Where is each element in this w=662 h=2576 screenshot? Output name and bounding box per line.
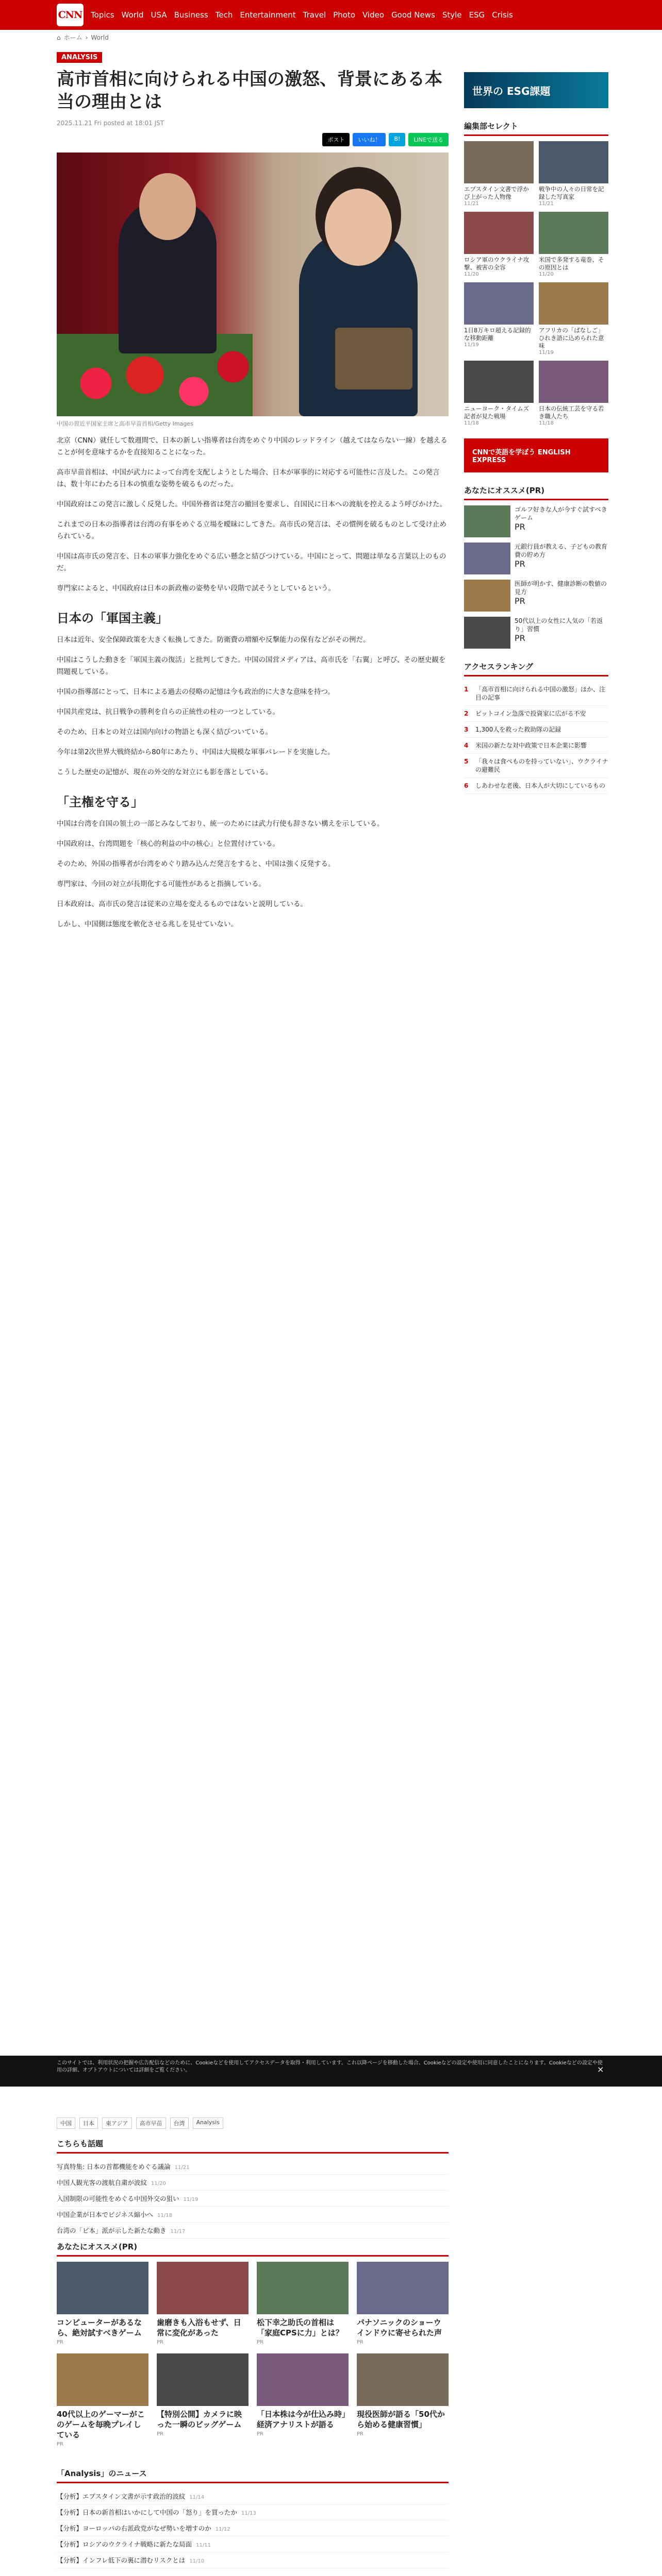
editor-card[interactable] xyxy=(464,361,534,426)
article-body xyxy=(57,435,449,930)
editor-select xyxy=(464,121,608,426)
article-paragraph: 中国は高市氏の発言を、日本の軍事力強化をめぐる広い懸念と結びつけている。中国にとって、問題は単なる言葉以上のものだ。 xyxy=(57,552,446,572)
pr-title: 元銀行員が教える、子どもの教育費の貯め方 xyxy=(515,543,608,558)
article-main xyxy=(57,52,449,939)
ranking-title: しあわせな老後、日本人が大切にしているもの xyxy=(475,782,606,789)
list-item-title: 中国人観光客の渡航自粛が波紋 xyxy=(57,2179,147,2187)
recommend-thumbnail xyxy=(257,2353,349,2406)
article-paragraph: 専門家によると、中国政府は日本の新政権の姿勢を早い段階で試そうとしているという。 xyxy=(57,584,335,592)
list-item[interactable] xyxy=(57,2488,449,2504)
nav-item[interactable]: ESG xyxy=(469,10,485,20)
line-share-button[interactable]: LINEで送る xyxy=(408,133,449,146)
hatena-bookmark-button[interactable]: B! xyxy=(389,133,405,146)
nav-item[interactable]: Crisis xyxy=(492,10,513,20)
recommend-card[interactable] xyxy=(357,2262,449,2345)
english-express-banner[interactable]: CNNで英語を学ぼう ENGLISH EXPRESS xyxy=(464,438,608,472)
editor-thumbnail xyxy=(464,282,534,325)
editor-card[interactable] xyxy=(464,141,534,207)
related-title: こちらも話題 xyxy=(57,2138,449,2154)
recommend-label: PR xyxy=(57,2340,63,2345)
list-item-title: 台湾の「ビ本」派が示した新たな動き xyxy=(57,2227,167,2234)
recommend-title: 【特別公開】カメラに映った一瞬のビッグゲーム xyxy=(157,2410,242,2429)
editor-card-title: 日本の伝統工芸を守る若き職人たち xyxy=(539,405,604,420)
editor-card-title: ロシア軍のウクライナ攻撃、被害の全容 xyxy=(464,256,529,271)
recommend-thumbnail xyxy=(57,2353,148,2406)
editor-card-date: 11/21 xyxy=(539,201,554,207)
access-ranking-title: アクセスランキング xyxy=(464,661,608,676)
recommend-label: PR xyxy=(157,2340,163,2345)
recommend-card[interactable] xyxy=(257,2262,349,2345)
ranking-title: 米国の新たな対中政策で日本企業に影響 xyxy=(475,742,587,749)
list-item[interactable] xyxy=(57,2159,449,2175)
pr-label: PR xyxy=(515,559,525,569)
list-item[interactable] xyxy=(57,2520,449,2536)
section-heading-militarism: 日本の「軍国主義」 xyxy=(57,611,168,625)
article-paragraph: 日本は近年、安全保障政策を大きく転換してきた。防衛費の増額や反撃能力の保有などがその例だ。 xyxy=(57,636,370,644)
recommend-label: PR xyxy=(157,2431,163,2437)
recommend-card[interactable] xyxy=(157,2262,249,2345)
article-paragraph: 高市早苗首相は、中国が武力によって台湾を支配しようとした場合、日本が軍事的に対応する可能性に言及した。この発言は、数十年にわたる日本の慎重な姿勢を破るものだった。 xyxy=(57,468,440,488)
pr-label: PR xyxy=(515,633,525,643)
esg-banner[interactable]: 世界の ESG課題 xyxy=(464,72,608,108)
breadcrumb-separator: › xyxy=(85,33,88,41)
home-icon[interactable]: ⌂ xyxy=(57,33,61,41)
list-item[interactable] xyxy=(57,2552,449,2568)
nav-item[interactable]: Video xyxy=(362,10,385,20)
editor-card[interactable] xyxy=(539,212,608,277)
cookie-text: このサイトでは、利用状況の把握や広告配信などのために、Cookieなどを使用してアクセスデータを取得・利用しています。これ以降ページを移動した場合、Cookieなどの設定や使用に同意したことになります。Cookieなどの設定や使用の詳細、オプトアウトについては詳細をご覧ください。 xyxy=(57,2060,603,2073)
tag-link[interactable]: 高市早苗 xyxy=(136,2117,166,2129)
pr-thumbnail xyxy=(464,543,510,574)
pr-item[interactable] xyxy=(464,505,608,537)
editor-thumbnail xyxy=(464,141,534,183)
editor-card[interactable] xyxy=(464,282,534,355)
article-paragraph: そのため、日本との対立は国内向けの物語とも深く結びついている。 xyxy=(57,728,272,736)
article-paragraph: 中国はこうした動きを「軍国主義の復活」と批判してきた。中国の国営メディアは、高市氏を「右翼」と呼び、その歴史観を問題視している。 xyxy=(57,656,446,676)
access-ranking xyxy=(464,661,608,794)
recommend-thumbnail xyxy=(357,2353,449,2406)
article-title: 高市首相に向けられる中国の激怒、背景にある本当の理由とは xyxy=(57,69,442,112)
recommend-card[interactable] xyxy=(357,2353,449,2447)
ranking-item[interactable] xyxy=(464,682,608,706)
side-pr xyxy=(464,485,608,649)
pr-label: PR xyxy=(515,596,525,606)
list-item[interactable] xyxy=(57,2207,449,2223)
list-item-date: 11/17 xyxy=(170,2229,186,2234)
ranking-item[interactable] xyxy=(464,706,608,722)
recommend-thumbnail xyxy=(257,2262,349,2314)
article-paragraph: 中国の指導部にとって、日本による過去の侵略の記憶は今も政治的に大きな意味を持つ。 xyxy=(57,688,335,696)
list-item-date: 11/12 xyxy=(215,2527,230,2532)
nav-item[interactable]: Photo xyxy=(333,10,355,20)
list-item-date: 11/13 xyxy=(241,2511,256,2516)
recommend-title: パナソニックのショーウインドウに寄せられた声 xyxy=(357,2318,442,2337)
ranking-number: 1 xyxy=(464,686,469,693)
nav-item[interactable]: Tech xyxy=(215,10,233,20)
ranking-item[interactable] xyxy=(464,722,608,738)
recommend-title: 松下幸之助氏の首相は「家庭CPSに力」とは？ xyxy=(257,2318,343,2337)
editor-card-date: 11/21 xyxy=(464,201,479,207)
article-paragraph: これまでの日本の指導者は台湾の有事をめぐる立場を曖昧にしてきた。高市氏の発言は、その慣例を破るものとして受け止められている。 xyxy=(57,520,446,540)
breadcrumb-world[interactable]: World xyxy=(91,33,109,41)
list-item-title: 【分析】ロシアのウクライナ戦略に新たな局面 xyxy=(57,2540,192,2548)
recommend-title: 歯磨きも入浴もせず、日常に変化があった xyxy=(157,2318,241,2337)
ranking-number: 5 xyxy=(464,758,469,765)
related-section xyxy=(57,2138,449,2239)
close-icon[interactable]: × xyxy=(597,2064,604,2074)
list-item-title: 【分析】エプスタイン文書が示す政治的波紋 xyxy=(57,2493,186,2500)
breadcrumb-home[interactable]: ホーム xyxy=(63,34,82,41)
article-paragraph: 中国政府はこの発言に激しく反発した。中国外務省は発言の撤回を要求し、自国民に日本への渡航を控えるよう呼びかけた。 xyxy=(57,500,446,509)
editor-card-date: 11/18 xyxy=(539,420,554,426)
breadcrumb xyxy=(57,33,109,42)
recommend-card[interactable] xyxy=(57,2353,148,2447)
nav-item[interactable]: Good News xyxy=(391,10,435,20)
podium xyxy=(335,328,412,389)
recommend-card[interactable] xyxy=(157,2353,249,2447)
tag-link[interactable]: 日本 xyxy=(79,2117,98,2129)
ranking-title: 「我々は食べものを持っていない」、ウクライナの避難民 xyxy=(475,758,608,773)
article-paragraph: 専門家は、今回の対立が長期化する可能性があると指摘している。 xyxy=(57,880,266,888)
recommend-label: PR xyxy=(357,2340,363,2345)
list-item-title: 写真特集: 日本の首都機能をめぐる議論 xyxy=(57,2163,171,2171)
editor-thumbnail xyxy=(539,361,608,403)
ranking-item[interactable] xyxy=(464,754,608,778)
article-paragraph: 北京（CNN）就任して数週間で、日本の新しい指導者は台湾をめぐり中国のレッドライン（越えてはならない一線）を越えることが何を意味するかを直接知ることになった。 xyxy=(57,436,448,456)
x-share-button[interactable]: ポスト xyxy=(322,133,350,146)
recommend-title: 「日本株は今が仕込み時」経済アナリストが語る xyxy=(257,2410,346,2429)
list-item[interactable] xyxy=(57,2536,449,2552)
article-paragraph: そのため、外国の指導者が台湾をめぐり踏み込んだ発言をすると、中国は強く反発する。 xyxy=(57,860,335,868)
nav-item[interactable]: Entertainment xyxy=(240,10,296,20)
pr-item[interactable] xyxy=(464,580,608,612)
editor-card-title: 米国で多発する竜巻、その原因とは xyxy=(539,256,604,271)
recommend-label: PR xyxy=(257,2431,263,2437)
list-item-date: 11/19 xyxy=(183,2197,198,2202)
list-item-date: 11/10 xyxy=(189,2558,205,2564)
list-item[interactable] xyxy=(57,2175,449,2191)
sidebar xyxy=(464,72,608,806)
ranking-item[interactable] xyxy=(464,778,608,794)
nav-item[interactable]: Topics xyxy=(91,10,114,20)
editor-card-date: 11/19 xyxy=(539,350,554,355)
person-right-head xyxy=(325,189,392,266)
tag-link[interactable]: 台湾 xyxy=(170,2117,189,2129)
pr-label: PR xyxy=(515,522,525,532)
list-item-title: 入国制限の可能性をめぐる中国外交の狙い xyxy=(57,2195,179,2202)
editor-thumbnail xyxy=(464,361,534,403)
tag-link[interactable]: Analysis xyxy=(193,2117,223,2129)
nav-item[interactable]: USA xyxy=(151,10,167,20)
editor-thumbnail xyxy=(464,212,534,254)
editor-card-title: 戦争中の人々の日常を記録した写真家 xyxy=(539,185,604,200)
ranking-title: 「高市首相に向けられる中国の激怒」ほか、注目の記事 xyxy=(475,686,606,701)
pr-thumbnail xyxy=(464,617,510,649)
ranking-title: 1,300人を救った救助隊の記録 xyxy=(475,726,561,733)
list-item-date: 11/20 xyxy=(151,2181,166,2187)
recommend-title: 40代以上のゲーマーがこのゲームを毎晩プレイしている xyxy=(57,2410,145,2439)
section-heading-sovereignty: 「主権を守る」 xyxy=(57,795,143,809)
article-paragraph: 中国は台湾を自国の領土の一部とみなしており、統一のためには武力行使も辞さない構えを示している。 xyxy=(57,820,384,828)
editor-card[interactable] xyxy=(539,361,608,426)
pr-title: 50代以上の女性に人気の「若返り」習慣 xyxy=(515,617,603,633)
pr-thumbnail xyxy=(464,505,510,537)
nav-item[interactable]: Travel xyxy=(303,10,326,20)
pr-item[interactable] xyxy=(464,543,608,574)
article-paragraph: 今年は第2次世界大戦終結から80年にあたり、中国は大規模な軍事パレードを実施した。 xyxy=(57,748,335,756)
editor-card-date: 11/19 xyxy=(464,342,479,348)
facebook-like-button[interactable]: いいね！ xyxy=(353,133,386,146)
nav-item[interactable]: Style xyxy=(442,10,462,20)
list-item-date: 11/18 xyxy=(157,2213,172,2218)
analysis-tag[interactable]: ANALYSIS xyxy=(57,52,102,63)
article-paragraph: 中国共産党は、抗日戦争の勝利を自らの正統性の柱の一つとしている。 xyxy=(57,708,279,716)
editor-card[interactable] xyxy=(539,141,608,207)
recommend-card[interactable] xyxy=(257,2353,349,2447)
nav-item[interactable]: Business xyxy=(174,10,208,20)
recommend-thumbnail xyxy=(357,2262,449,2314)
editor-card-title: エプスタイン文書で浮かび上がった人物像 xyxy=(464,185,529,200)
editor-thumbnail xyxy=(539,282,608,325)
nav-item[interactable]: World xyxy=(121,10,144,20)
ranking-item[interactable] xyxy=(464,738,608,754)
list-item[interactable] xyxy=(57,2504,449,2520)
tag-link[interactable]: 東アジア xyxy=(102,2117,132,2129)
recommend-title: コンピューターがあるなら、絶対試すべきゲーム xyxy=(57,2318,142,2337)
list-item[interactable] xyxy=(57,2191,449,2207)
recommend-thumbnail xyxy=(157,2353,249,2406)
article-paragraph: しかし、中国側は態度を軟化させる兆しを見せていない。 xyxy=(57,920,238,928)
analysis-title: 「Analysis」のニュース xyxy=(57,2468,449,2483)
cookie-notice xyxy=(0,2056,662,2087)
tag-link[interactable]: 中国 xyxy=(57,2117,75,2129)
article-paragraph: 中国政府は、台湾問題を「核心的利益の中の核心」と位置付けている。 xyxy=(57,840,279,848)
cnn-logo[interactable]: CNN xyxy=(57,4,84,26)
editor-thumbnail xyxy=(539,141,608,183)
ranking-title: ビットコイン急落で投資家に広がる不安 xyxy=(475,710,586,717)
ranking-number: 6 xyxy=(464,782,469,789)
recommend-thumbnail xyxy=(157,2262,249,2314)
recommend-section xyxy=(57,2241,449,2447)
recommend-label: PR xyxy=(257,2340,263,2345)
editor-card[interactable] xyxy=(539,282,608,355)
editor-select-title: 編集部セレクト xyxy=(464,121,608,136)
side-pr-title: あなたにオススメ(PR) xyxy=(464,485,608,500)
tags-section xyxy=(57,2117,449,2129)
editor-card[interactable] xyxy=(464,212,534,277)
list-item-title: 【分析】インフレ低下の裏に潜むリスクとは xyxy=(57,2556,186,2564)
list-item-title: 【分析】日本の新首相はいかにして中国の「怒り」を買ったか xyxy=(57,2509,238,2516)
image-caption: 中国の習近平国家主席と高市早苗首相/Getty Images xyxy=(57,420,193,427)
editor-thumbnail xyxy=(539,212,608,254)
list-item-date: 11/14 xyxy=(189,2495,205,2500)
recommend-title: あなたにオススメ(PR) xyxy=(57,2241,449,2257)
pr-title: ゴルフ好きな人が今すぐ試すべきゲーム xyxy=(515,506,607,521)
pr-thumbnail xyxy=(464,580,510,612)
recommend-label: PR xyxy=(357,2431,363,2437)
editor-card-date: 11/18 xyxy=(464,420,479,426)
editor-card-title: 1日8万キロ超える記録的な移動距離 xyxy=(464,327,531,342)
ranking-number: 3 xyxy=(464,726,469,733)
editor-card-title: ニューヨーク・タイムズ記者が見た戦場 xyxy=(464,405,529,420)
ranking-number: 2 xyxy=(464,710,469,717)
main-nav xyxy=(91,10,513,20)
person-left-head xyxy=(139,173,196,240)
pr-title: 医師が明かす、健康診断の数値の見方 xyxy=(515,580,607,596)
top-navigation xyxy=(0,0,662,30)
share-bar xyxy=(57,133,449,146)
analysis-section xyxy=(57,2468,449,2568)
recommend-thumbnail xyxy=(57,2262,148,2314)
list-item[interactable] xyxy=(57,2223,449,2239)
list-item-title: 中国企業が日本でビジネス縮小へ xyxy=(57,2211,154,2218)
hero-image xyxy=(57,152,449,416)
list-item-title: 【分析】ヨーロッパの右派政党がなぜ勢いを増すのか xyxy=(57,2524,211,2532)
article-paragraph: こうした歴史の記憶が、現在の外交的な対立にも影を落としている。 xyxy=(57,768,273,776)
recommend-title: 現役医師が語る「50代から始める健康習慣」 xyxy=(357,2410,445,2429)
ranking-number: 4 xyxy=(464,742,469,749)
article-paragraph: 日本政府は、高市氏の発言は従来の立場を変えるものではないと説明している。 xyxy=(57,900,307,908)
recommend-card[interactable] xyxy=(57,2262,148,2345)
editor-card-title: アフリカの「ぱなしご」ひれき語に込められた意味 xyxy=(539,327,604,349)
editor-card-date: 11/20 xyxy=(539,272,554,277)
list-item-date: 11/11 xyxy=(196,2543,211,2548)
list-item-date: 11/21 xyxy=(174,2165,190,2171)
recommend-label: PR xyxy=(57,2442,63,2447)
editor-card-date: 11/20 xyxy=(464,272,479,277)
pr-item[interactable] xyxy=(464,617,608,649)
article-date: 2025.11.21 Fri posted at 18:01 JST xyxy=(57,120,164,127)
